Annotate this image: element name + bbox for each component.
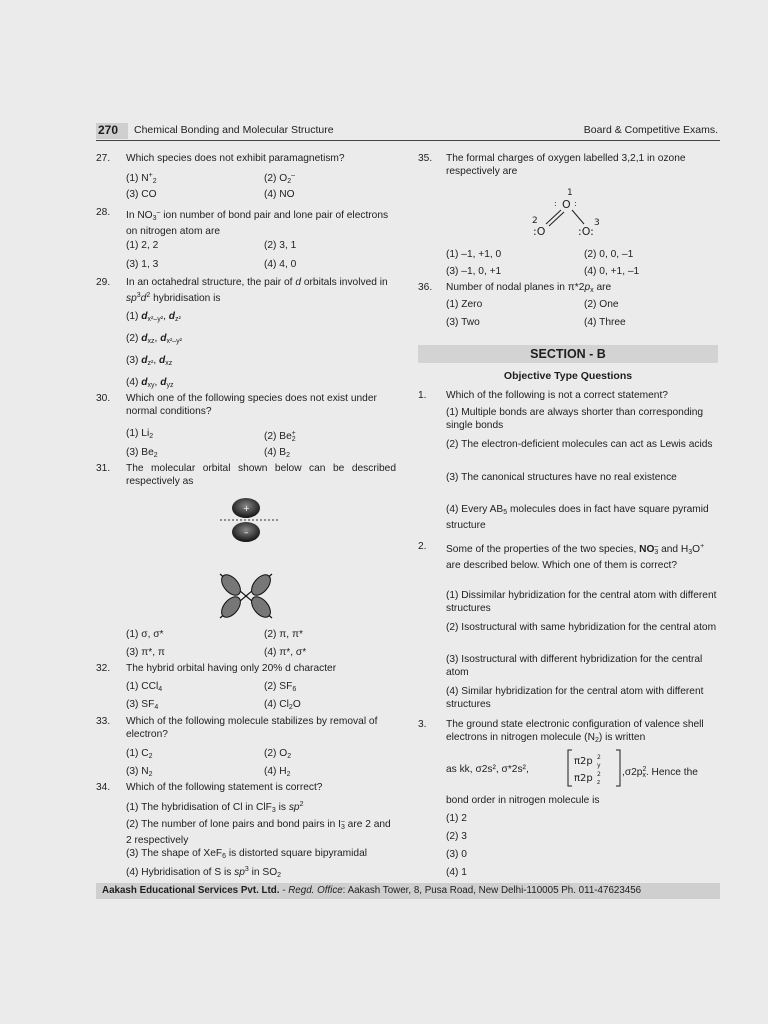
option: (2) $O_2$ xyxy=(264,748,292,760)
question-number: 2. xyxy=(418,541,427,552)
ozone-structure-diagram xyxy=(522,186,614,240)
option: (2) 3 xyxy=(446,831,467,842)
header-right-label: Board & Competitive Exams. xyxy=(583,124,718,136)
pi-star-orbital-diagram xyxy=(214,568,278,624)
option: (1) 2, 2 xyxy=(126,240,159,251)
svg-text::O: :O xyxy=(533,225,546,238)
option: (1) –1, +1, 0 xyxy=(446,249,502,260)
option: (1) 2 xyxy=(446,813,467,824)
question-number: 32. xyxy=(96,663,111,674)
option: (2) $O_2^-$ xyxy=(264,172,296,185)
option: (3) Two xyxy=(446,317,480,328)
option: (4) 1 xyxy=(446,867,467,878)
svg-text::O:: :O: xyxy=(578,225,594,238)
question-text: Which one of the following species does not exist under normal conditions? xyxy=(126,393,377,417)
question-number: 29. xyxy=(96,277,111,288)
option: (2) $d_{xz}$, $d_{x^2-y^2}$ xyxy=(126,333,182,345)
option: (2) Isostructural with same hybridization for the central atom xyxy=(446,622,717,633)
option: (2) The electron-deficient molecules can act as Lewis acids xyxy=(446,439,713,450)
page-footer xyxy=(96,883,720,899)
question-number: 31. xyxy=(96,463,111,474)
svg-text:π2p: π2p xyxy=(574,773,593,784)
sigma-orbital-diagram xyxy=(216,495,280,545)
svg-text::: : xyxy=(574,199,577,208)
question-text: The ground state electronic configuration of valence shell electrons in nitrogen molecule $(N_2)$ is written xyxy=(446,719,704,744)
page-number: 270 xyxy=(98,123,119,137)
option: (4) NO xyxy=(264,189,295,200)
svg-text:y: y xyxy=(597,762,601,769)
question-number: 28. xyxy=(96,207,111,218)
question-text: Which species does not exhibit paramagnetism? xyxy=(126,153,345,164)
option: (2) π, π* xyxy=(264,629,303,640)
page-header xyxy=(96,123,720,141)
svg-text:–: – xyxy=(244,528,249,538)
question-text: The hybrid orbital having only 20% d character xyxy=(126,663,337,674)
question-number: 36. xyxy=(418,282,433,293)
question-text: The molecular orbital shown below can be described respectively as xyxy=(126,463,396,487)
option: (1) Multiple bonds are always shorter than corresponding single bonds xyxy=(446,407,704,431)
option: (1) $Li_2$ xyxy=(126,428,154,440)
objective-questions-title: Objective Type Questions xyxy=(503,370,633,382)
footer-company: Aakash Educational Services Pvt. Ltd. xyxy=(102,885,280,896)
option: (3) 1, 3 xyxy=(126,259,159,270)
section-b-bar xyxy=(418,345,718,363)
option: (4) Three xyxy=(584,317,626,328)
option: (1) Dissimilar hybridization for the central atom with different structures xyxy=(446,590,717,614)
question-number: 33. xyxy=(96,716,111,727)
config-prefix: as kk, σ2s², σ*2s², xyxy=(446,764,529,775)
footer-address: : Aakash Tower, 8, Pusa Road, New Delhi-110005 Ph. 011-47623456 xyxy=(342,885,642,896)
svg-text:O: O xyxy=(562,198,571,211)
option: (1) Zero xyxy=(446,299,483,310)
option: (3) $SF_4$ xyxy=(126,699,159,711)
option: (2) $Be_2^+$ xyxy=(264,430,296,443)
option: (2) 0, 0, –1 xyxy=(584,249,634,260)
option: (4) Similar hybridization for the central atom with different structures xyxy=(446,686,704,710)
question-text: Which of the following is not a correct statement? xyxy=(446,390,668,401)
question-text: Some of the properties of the two species, $NO_3^-$ and $H_3O^+$ are described below. Which one of them is correct? xyxy=(446,543,705,571)
option: (3) 0 xyxy=(446,849,467,860)
svg-text:2: 2 xyxy=(597,771,601,778)
option: (4) 0, +1, –1 xyxy=(584,266,640,277)
question-number: 27. xyxy=(96,153,111,164)
question-number: 35. xyxy=(418,153,433,164)
svg-text:3: 3 xyxy=(594,218,600,228)
option: (1) $C_2$ xyxy=(126,748,153,760)
option: (4) 4, 0 xyxy=(264,259,297,270)
option: (4) $Cl_2O$ xyxy=(264,699,301,711)
question-text: In an octahedral structure, the pair of d orbitals involved in $sp^3d^2$ hybridisation is xyxy=(126,277,388,304)
option: (4) $d_{xy}$, $d_{yz}$ xyxy=(126,377,174,389)
question-text: The formal charges of oxygen labelled 3,2,1 in ozone respectively are xyxy=(446,153,686,177)
option: (4) $B_2$ xyxy=(264,447,290,459)
question-text: In $NO_3^-$ ion number of bond pair and lone pair of electrons on nitrogen atom are xyxy=(126,209,389,237)
question-text: Number of nodal planes in $\pi*2p_x$ are xyxy=(446,282,612,294)
option: (4) Hybridisation of S is $sp^3$ in $SO_2$ xyxy=(126,866,282,879)
option: (2) 3, 1 xyxy=(264,240,297,251)
question-text: Which of the following molecule stabilizes by removal of electron? xyxy=(126,716,378,740)
option: (2) One xyxy=(584,299,619,310)
configuration-bracket xyxy=(566,748,622,788)
option: (3) π*, π xyxy=(126,647,165,658)
option: (3) The canonical structures have no real existence xyxy=(446,472,677,483)
svg-text:+: + xyxy=(243,504,250,513)
svg-text:1: 1 xyxy=(567,188,573,198)
svg-text:π2p: π2p xyxy=(574,756,593,767)
svg-text:z: z xyxy=(597,779,601,786)
option: (1) $N^+_2$ xyxy=(126,172,157,185)
question-text: Which of the following statement is correct? xyxy=(126,782,323,793)
page-number-box xyxy=(96,123,128,139)
svg-text:2: 2 xyxy=(532,216,538,226)
option: (4) Every $AB_5$ molecules does in fact have square pyramid structure xyxy=(446,504,709,531)
chapter-title: Chemical Bonding and Molecular Structure xyxy=(134,124,334,136)
section-title: SECTION - B xyxy=(530,347,606,361)
option: (4) $H_2$ xyxy=(264,766,291,778)
option: (4) π*, σ* xyxy=(264,647,307,658)
option: (3) $N_2$ xyxy=(126,766,153,778)
question-number: 30. xyxy=(96,393,111,404)
option: (3) –1, 0, +1 xyxy=(446,266,502,277)
option: (3) Isostructural with different hybridization for the central atom xyxy=(446,654,703,678)
option: (3) The shape of XeF$_6$ is distorted square bipyramidal xyxy=(126,848,368,860)
svg-text:2: 2 xyxy=(597,754,601,761)
question-text-cont: bond order in nitrogen molecule is xyxy=(446,795,600,806)
option: (3) $d_{z^2}$, $d_{xz}$ xyxy=(126,355,173,367)
footer-regd: - Regd. Office xyxy=(282,885,343,896)
option: (3) $Be_2$ xyxy=(126,447,158,459)
config-suffix: $,\sigma 2p^2_x$. Hence the xyxy=(622,766,698,779)
option: (1) CCl$_4$ xyxy=(126,681,163,693)
option: (1) $d_{x^2-y^2}$, $d_{z^2}$ xyxy=(126,311,181,323)
svg-text::: : xyxy=(554,199,557,208)
question-number: 1. xyxy=(418,390,427,401)
option: (2) The number of lone pairs and bond pairs in $I_3^-$ are 2 and 2 respectively xyxy=(126,818,391,846)
option: (3) CO xyxy=(126,189,157,200)
option: (1) The hybridisation of Cl in ClF$_3$ is $sp^2$ xyxy=(126,801,304,814)
question-number: 3. xyxy=(418,719,427,730)
question-number: 34. xyxy=(96,782,111,793)
option: (1) σ, σ* xyxy=(126,629,164,640)
option: (2) $SF_6$ xyxy=(264,681,297,693)
